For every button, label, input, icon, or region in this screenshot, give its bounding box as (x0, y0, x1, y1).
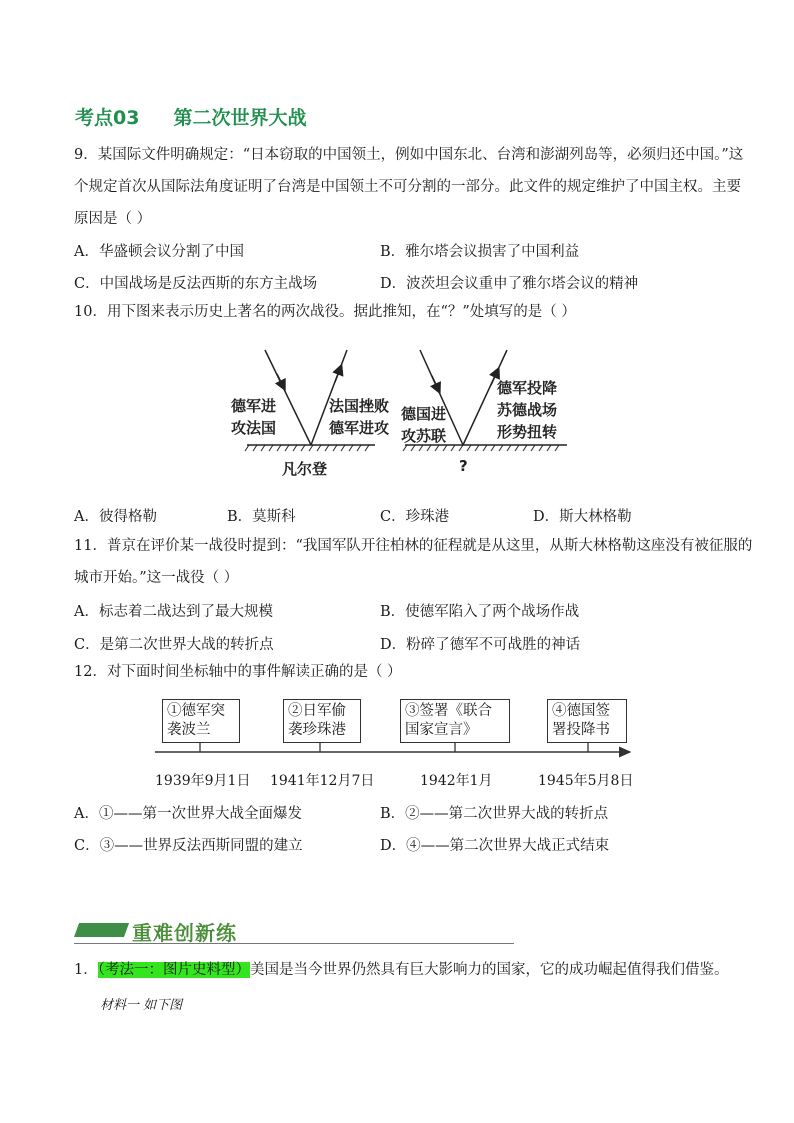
q9-option-b[interactable]: B．雅尔塔会议损害了中国利益 (380, 244, 580, 260)
event-1-line-2: 袭波兰 (167, 722, 211, 738)
q11-option-d[interactable]: D．粉碎了德军不可战胜的神话 (380, 637, 581, 653)
q1-text: 美国是当今世界仍然具有巨大影响力的国家，它的成功崛起值得我们借鉴。 (249, 962, 729, 978)
event-4-line-2: 署投降书 (552, 722, 610, 738)
banner-decoration (74, 923, 129, 937)
battle-diagram (225, 345, 575, 485)
event-2-line-2: 袭珍珠港 (288, 722, 346, 738)
banner-title: 重难创新练 (132, 921, 237, 945)
q9-option-c[interactable]: C．中国战场是反法西斯的东方主战场 (74, 276, 318, 292)
right-out-label-2: 苏德战场 (497, 401, 558, 419)
q9-line-2: 个规定首次从国际法角度证明了台湾是中国领土不可分割的一部分。此文件的规定维护了中国主权。主要 (74, 179, 741, 195)
q12-option-c[interactable]: C．③——世界反法西斯同盟的建立 (74, 838, 303, 854)
q10-stem: 10．用下图来表示历史上著名的两次战役。据此推知，在“？”处填写的是（ ） (74, 304, 576, 320)
section-title (75, 103, 306, 130)
q1-tag-highlight: （考法一：图片史料型） (97, 962, 250, 978)
banner-underline (74, 943, 514, 944)
left-in-label-2: 攻法国 (231, 419, 277, 437)
right-base-label: ? (459, 457, 468, 475)
event-1-line-1: ①德军突 (167, 703, 225, 719)
event-4-line-1: ④德国签 (552, 703, 610, 719)
q9-option-a[interactable]: A．华盛顿会议分割了中国 (74, 244, 244, 260)
q10-option-d[interactable]: D．斯大林格勒 (533, 509, 632, 525)
q11-option-a[interactable]: A．标志着二战达到了最大规模 (74, 604, 273, 620)
q1-number: 1． (74, 962, 98, 978)
right-out-label-1: 德军投降 (497, 379, 558, 397)
timeline-date-3: 1942年1月 (420, 773, 493, 789)
q12-option-d[interactable]: D．④——第二次世界大战正式结束 (380, 838, 610, 854)
q11-option-c[interactable]: C．是第二次世界大战的转折点 (74, 637, 274, 653)
q9-line-3: 原因是（ ） (74, 211, 152, 227)
event-2-line-1: ②日军偷 (288, 703, 346, 719)
section-name: 第二次世界大战 (173, 107, 307, 129)
q11-line-1: 11．普京在评价某一战役时提到：“我国军队开往柏林的征程就是从这里，从斯大林格勒这座没有被征服的 (74, 538, 753, 554)
right-out-label-3: 形势扭转 (497, 423, 558, 441)
q12-stem: 12．对下面时间坐标轴中的事件解读正确的是（ ） (74, 664, 402, 680)
q11-line-2: 城市开始。”这一战役（ ） (74, 570, 239, 586)
q1-material-label: 材料一 如下图 (100, 998, 183, 1013)
timeline-event-4 (547, 699, 627, 743)
left-out-label-2: 德军进攻 (329, 419, 390, 437)
q10-option-b[interactable]: B．莫斯科 (227, 509, 296, 525)
timeline-event-1 (162, 699, 240, 743)
q9-line-1: 9．某国际文件明确规定：“日本窃取的中国领土，例如中国东北、台湾和澎湖列岛等，必须归还中国。”这 (74, 147, 744, 163)
q12-option-a[interactable]: A．①——第一次世界大战全面爆发 (74, 806, 302, 822)
q12-option-b[interactable]: B．②——第二次世界大战的转折点 (380, 806, 609, 822)
q10-option-a[interactable]: A．彼得格勒 (74, 509, 157, 525)
q9-option-d[interactable]: D．波茨坦会议重申了雅尔塔会议的精神 (380, 276, 639, 292)
q10-option-c[interactable]: C．珍珠港 (380, 509, 450, 525)
q1-line (74, 954, 728, 986)
q11-option-b[interactable]: B．使德军陷入了两个战场作战 (380, 604, 580, 620)
timeline-date-1: 1939年9月1日 (155, 773, 251, 789)
right-in-label-1: 德国进 (401, 405, 447, 423)
timeline-event-2 (283, 699, 361, 743)
event-3-line-2: 国家宣言》 (405, 722, 478, 738)
left-out-label-1: 法国挫败 (329, 397, 390, 415)
timeline (150, 695, 640, 795)
timeline-event-3 (400, 699, 510, 743)
right-in-label-2: 攻苏联 (401, 427, 447, 445)
left-in-label-1: 德军进 (231, 397, 277, 415)
timeline-date-4: 1945年5月8日 (538, 773, 634, 789)
section-number: 考点03 (75, 107, 140, 129)
left-base-label: 凡尔登 (282, 460, 328, 478)
section-banner (74, 917, 514, 945)
event-3-line-1: ③签署《联合 (405, 703, 492, 719)
timeline-date-2: 1941年12月7日 (270, 773, 375, 789)
